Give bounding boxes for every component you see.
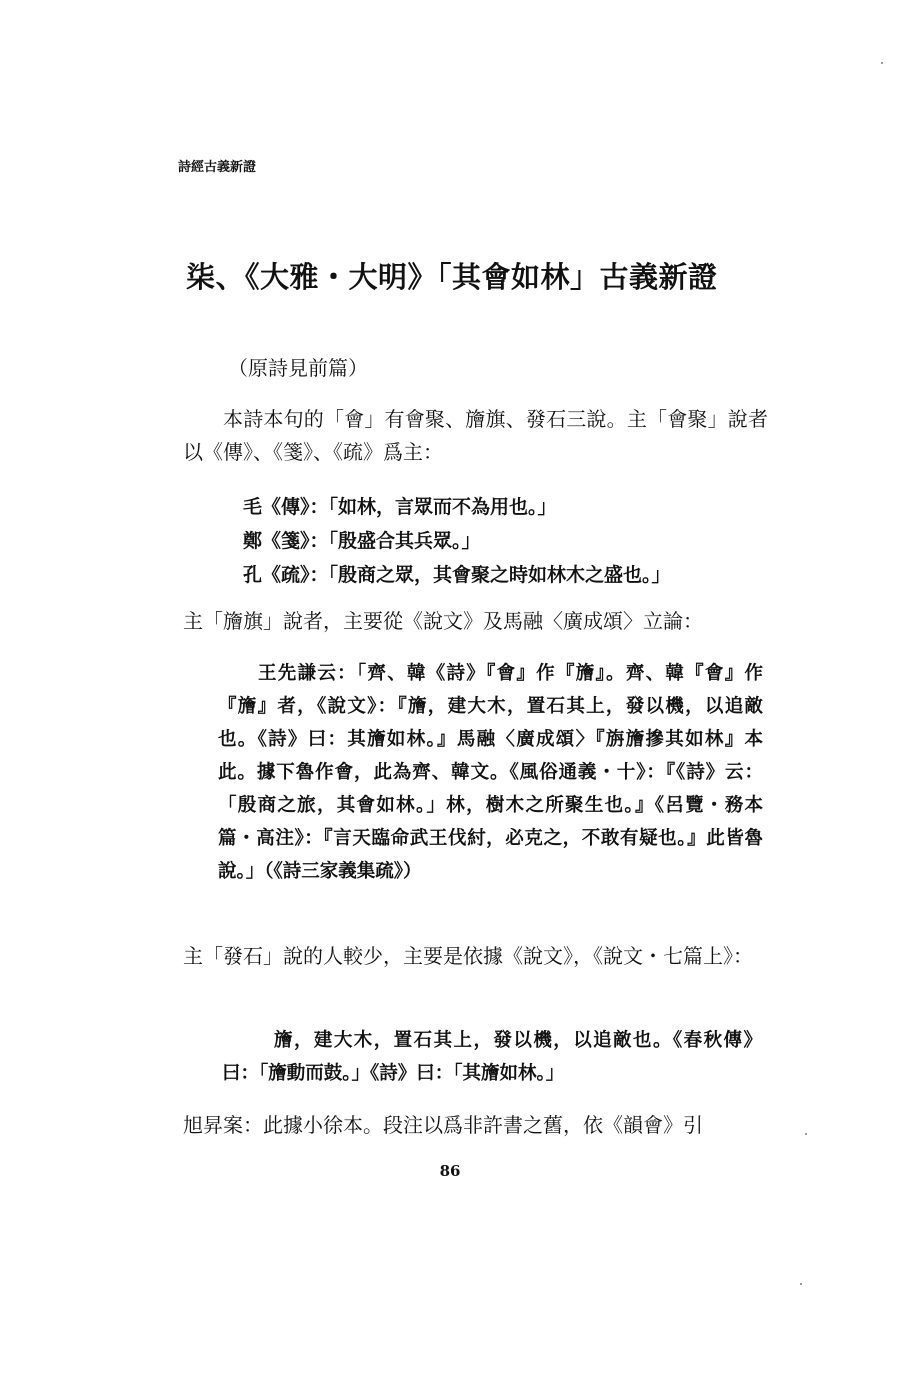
commentary-quotes [243, 490, 773, 592]
block-quote-shuowen: 旝，建大木，置石其上，發以機，以追敵也。《春秋傳》曰：「旝動而鼓。」《詩》曰：「其旝如林。」 [222, 1030, 762, 1084]
chapter-title: 柒、《大雅・大明》「其會如林」古義新證 [186, 260, 718, 294]
quote-zheng-jian: 鄭《箋》：「殷盛合其兵眾。」 [243, 530, 481, 552]
quote-kong-shu: 孔《疏》：「殷商之眾，其會聚之時如林木之盛也。」 [243, 564, 671, 586]
running-head: 詩經古義新證 [178, 160, 257, 175]
source-note: （原詩見前篇） [228, 356, 368, 380]
paragraph-author-note: 旭昇案：此據小徐本。段注以爲非許書之舊，依《韻會》引 [183, 1113, 703, 1137]
paragraph-intro: 本詩本句的「會」有會聚、旝旗、發石三說。主「會聚」說者以《傳》、《箋》、《疏》爲主： [183, 407, 768, 464]
quote-mao-zhuan: 毛《傳》：「如林，言眾而不為用也。」 [243, 496, 557, 518]
block-quote-wang-xianqian: 王先謙云：「齊、韓《詩》『會』作『旝』。齊、韓『會』作『旝』者，《說文》：『旝，建大木，置石其上，發以機，以追敵也。《詩》曰：其旝如林。』馬融〈廣成頌〉『旃旝摻其如林』本此。據下魯作會，此為齊、韓文。《風俗通義・十》：『《詩》云：「殷商之旅，其會如林。」林，樹木之所聚生也。』《呂覽・務本篇・高注》：『言天臨命武王伐紂，必克之，不敢有疑也。』此皆魯說。」（《詩三家義集疏》） [218, 663, 763, 882]
scan-speck [881, 62, 883, 64]
paragraph-banner-theory: 主「旝旗」說者，主要從《說文》及馬融〈廣成頌〉立論： [183, 609, 703, 633]
page-number: 86 [439, 1162, 461, 1180]
paragraph-stone-theory: 主「發石」說的人較少，主要是依據《說文》，《說文・七篇上》： [183, 944, 753, 968]
scan-speck [805, 1133, 807, 1135]
scan-speck [800, 1283, 802, 1285]
